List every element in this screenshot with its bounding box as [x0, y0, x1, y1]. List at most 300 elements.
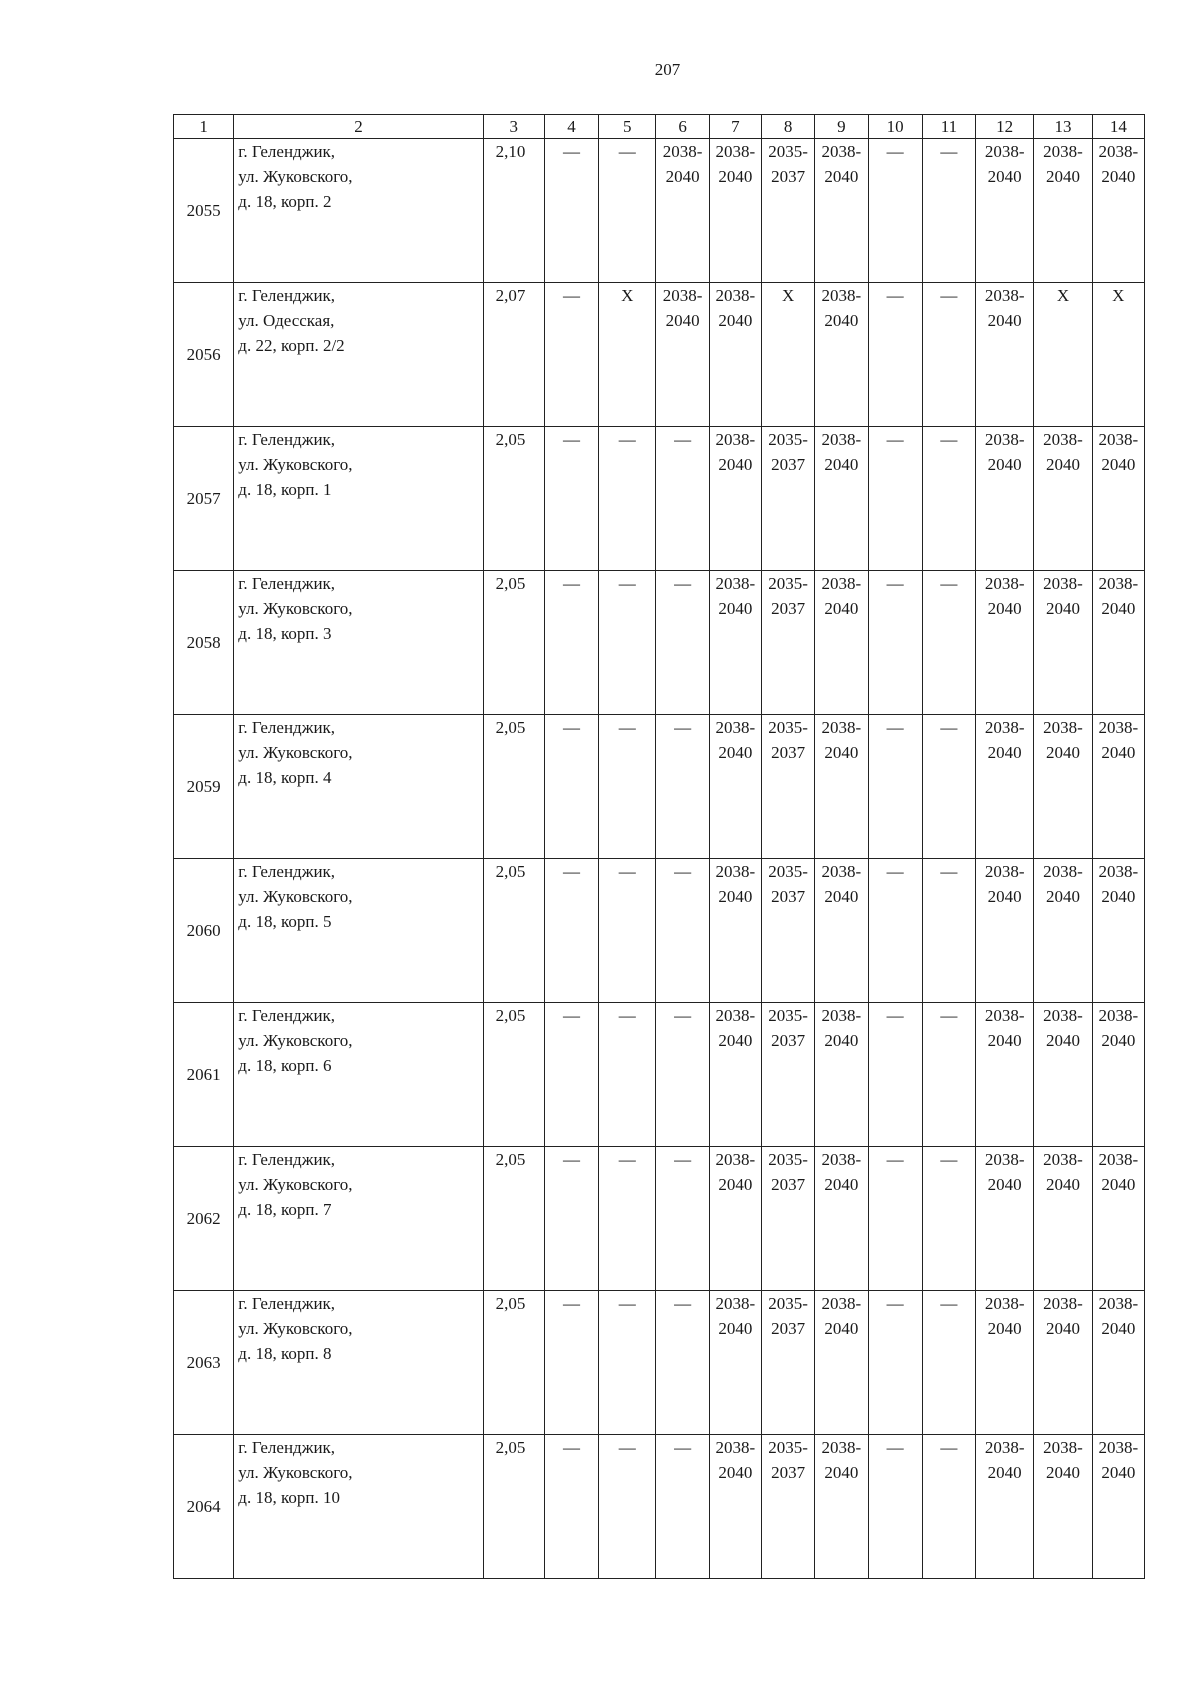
period-value: 2037: [771, 599, 806, 618]
period-value: 2038-: [1098, 1294, 1139, 1313]
period-cell: [922, 859, 975, 1003]
period-value: 2038-: [984, 574, 1025, 593]
period-value: 2038-: [1043, 862, 1083, 881]
dash-mark: —: [886, 1294, 904, 1313]
row-number-cell: [174, 283, 234, 427]
column-header: 7: [709, 115, 761, 139]
period-value: 2038-: [662, 286, 703, 305]
row-number-cell: [174, 1291, 234, 1435]
dash-mark: —: [618, 1438, 636, 1457]
dash-mark: —: [940, 1150, 958, 1169]
period-value: 2038-: [1098, 430, 1139, 449]
period-value: 2040: [987, 1463, 1022, 1482]
period-cell: [656, 1147, 709, 1291]
period-cell: [599, 571, 656, 715]
row-number-cell: [174, 1003, 234, 1147]
address-line: ул. Жуковского,: [238, 1175, 353, 1194]
period-cell: [922, 571, 975, 715]
period-value: 2038-: [984, 1294, 1025, 1313]
dash-mark: —: [886, 142, 904, 161]
period-cell: [761, 571, 814, 715]
dash-mark: —: [940, 142, 958, 161]
period-value: 2040: [665, 311, 700, 330]
period-value: 2038-: [1043, 718, 1083, 737]
dash-mark: —: [940, 1006, 958, 1025]
period-value: 2038-: [1043, 142, 1083, 161]
table-row: [174, 283, 1145, 427]
period-value: 2038-: [1098, 862, 1139, 881]
period-cell: [709, 427, 761, 571]
period-value: 2040: [1045, 1319, 1080, 1338]
period-value: 2038-: [984, 430, 1025, 449]
period-cell: [599, 1291, 656, 1435]
address-cell: [234, 1147, 483, 1291]
address-cell: [234, 283, 483, 427]
period-cell: [709, 859, 761, 1003]
period-value: 2040: [987, 1319, 1022, 1338]
period-cell: [761, 1291, 814, 1435]
dash-mark: —: [886, 430, 904, 449]
period-cell: [815, 859, 868, 1003]
period-cell: [1034, 1003, 1092, 1147]
period-cell: [544, 859, 598, 1003]
rate-cell: 2,05: [483, 427, 544, 571]
period-cell: [922, 1435, 975, 1579]
period-cell: [868, 1291, 922, 1435]
period-cell: [868, 715, 922, 859]
period-cell: [1092, 715, 1144, 859]
address-cell: [234, 139, 483, 283]
period-value: 2040: [718, 887, 753, 906]
dash-mark: —: [563, 1006, 581, 1025]
period-value: 2038-: [715, 862, 756, 881]
row-number: 2057: [186, 489, 221, 508]
dash-mark: —: [674, 862, 692, 881]
dash-mark: —: [563, 142, 581, 161]
period-value: 2038-: [984, 1006, 1025, 1025]
period-cell: [1092, 427, 1144, 571]
period-value: 2038-: [1043, 1150, 1083, 1169]
period-cell: [709, 283, 761, 427]
header-row: [174, 115, 1145, 139]
column-header: 9: [815, 115, 868, 139]
period-value: 2038-: [1098, 1438, 1139, 1457]
address-line: д. 18, корп. 8: [238, 1344, 332, 1363]
period-cell: [709, 139, 761, 283]
period-value: 2038-: [821, 1294, 862, 1313]
period-cell: [815, 1435, 868, 1579]
table-row: [174, 1147, 1145, 1291]
dash-mark: —: [940, 862, 958, 881]
period-value: 2040: [1101, 599, 1136, 618]
period-cell: [1092, 571, 1144, 715]
column-header: 11: [922, 115, 975, 139]
dash-mark: —: [886, 862, 904, 881]
address-cell: [234, 1291, 483, 1435]
address-line: г. Геленджик,: [238, 142, 336, 161]
period-value: 2038-: [821, 1150, 862, 1169]
dash-mark: —: [563, 1438, 581, 1457]
row-number-cell: [174, 139, 234, 283]
period-value: 2040: [1045, 1175, 1080, 1194]
table-row: [174, 1003, 1145, 1147]
period-cell: [868, 1435, 922, 1579]
period-cell: [922, 1147, 975, 1291]
period-value: 2038-: [984, 718, 1025, 737]
period-cell: [868, 139, 922, 283]
period-cell: [599, 1147, 656, 1291]
dash-mark: —: [886, 574, 904, 593]
period-value: 2035-: [768, 1294, 808, 1313]
period-cell: [761, 1435, 814, 1579]
dash-mark: —: [563, 1150, 581, 1169]
period-cell: [1092, 283, 1144, 427]
dash-mark: —: [940, 718, 958, 737]
dash-mark: —: [674, 430, 692, 449]
address-cell: [234, 571, 483, 715]
period-cell: [656, 1291, 709, 1435]
period-cell: [544, 715, 598, 859]
row-number: 2063: [186, 1353, 221, 1372]
period-value: 2035-: [768, 574, 808, 593]
row-number: 2058: [186, 633, 221, 652]
period-cell: [868, 1147, 922, 1291]
period-value: 2040: [718, 1175, 753, 1194]
period-cell: [868, 571, 922, 715]
period-cell: [922, 139, 975, 283]
dash-mark: —: [886, 1150, 904, 1169]
period-cell: [815, 1003, 868, 1147]
period-cell: [922, 715, 975, 859]
period-cell: [976, 1291, 1034, 1435]
address-line: ул. Жуковского,: [238, 167, 353, 186]
period-cell: [599, 427, 656, 571]
rate-cell: 2,05: [483, 715, 544, 859]
period-value: 2040: [987, 1175, 1022, 1194]
period-value: 2037: [771, 455, 806, 474]
period-cell: [709, 1291, 761, 1435]
period-cell: [599, 859, 656, 1003]
period-value: 2040: [824, 167, 859, 186]
period-value: 2040: [824, 311, 859, 330]
period-value: 2038-: [821, 718, 862, 737]
dash-mark: —: [618, 862, 636, 881]
period-value: 2040: [987, 455, 1022, 474]
period-value: 2038-: [984, 286, 1025, 305]
period-cell: [761, 427, 814, 571]
column-header: 10: [868, 115, 922, 139]
register-table: [173, 114, 1145, 1579]
period-value: 2038-: [984, 1438, 1025, 1457]
period-value: 2040: [824, 743, 859, 762]
period-cell: [656, 1435, 709, 1579]
page-number: 207: [654, 60, 681, 79]
period-cell: [544, 427, 598, 571]
period-value: Х: [621, 286, 634, 305]
dash-mark: —: [940, 286, 958, 305]
period-value: 2037: [771, 1319, 806, 1338]
dash-mark: —: [886, 718, 904, 737]
column-header: 1: [174, 115, 234, 139]
address-line: г. Геленджик,: [238, 1150, 336, 1169]
table-row: [174, 1291, 1145, 1435]
row-number: 2056: [186, 345, 221, 364]
column-header: 4: [544, 115, 598, 139]
rate-cell: 2,05: [483, 1435, 544, 1579]
period-cell: [922, 283, 975, 427]
period-value: 2035-: [768, 142, 808, 161]
period-cell: [656, 139, 709, 283]
period-cell: [976, 1003, 1034, 1147]
column-header: 2: [234, 115, 483, 139]
address-line: д. 18, корп. 3: [238, 624, 332, 643]
period-value: 2038-: [715, 430, 756, 449]
address-line: ул. Одесская,: [238, 311, 335, 330]
period-value: Х: [1056, 286, 1070, 305]
address-line: ул. Жуковского,: [238, 455, 353, 474]
address-line: ул. Жуковского,: [238, 887, 353, 906]
period-value: 2038-: [1043, 1006, 1083, 1025]
address-line: д. 18, корп. 2: [238, 192, 332, 211]
period-value: 2038-: [821, 286, 862, 305]
period-value: 2038-: [715, 1294, 756, 1313]
period-value: 2038-: [715, 142, 756, 161]
period-value: 2038-: [821, 1006, 862, 1025]
period-cell: [815, 283, 868, 427]
dash-mark: —: [563, 1294, 581, 1313]
period-cell: [1092, 859, 1144, 1003]
period-value: 2038-: [1098, 574, 1139, 593]
period-cell: [544, 1147, 598, 1291]
period-value: 2035-: [768, 1438, 808, 1457]
period-cell: [1034, 715, 1092, 859]
period-cell: [544, 571, 598, 715]
dash-mark: —: [674, 574, 692, 593]
period-value: 2040: [718, 1319, 753, 1338]
period-value: 2038-: [821, 1438, 862, 1457]
dash-mark: —: [563, 718, 581, 737]
column-header: 14: [1092, 115, 1144, 139]
address-line: г. Геленджик,: [238, 574, 336, 593]
rate-cell: 2,10: [483, 139, 544, 283]
period-value: 2038-: [1098, 142, 1139, 161]
period-value: 2040: [987, 599, 1022, 618]
dash-mark: —: [940, 1438, 958, 1457]
period-cell: [599, 283, 656, 427]
period-value: 2038-: [662, 142, 703, 161]
period-cell: [709, 715, 761, 859]
period-value: 2040: [1045, 1031, 1080, 1050]
period-cell: [815, 139, 868, 283]
row-number-cell: [174, 1435, 234, 1579]
period-cell: [761, 715, 814, 859]
period-value: 2040: [1045, 167, 1080, 186]
period-value: 2040: [824, 887, 859, 906]
period-value: 2037: [771, 1031, 806, 1050]
column-header: 13: [1034, 115, 1092, 139]
address-cell: [234, 1435, 483, 1579]
row-number: 2055: [186, 201, 221, 220]
period-cell: [922, 1291, 975, 1435]
rate-cell: 2,05: [483, 1291, 544, 1435]
period-value: 2040: [718, 599, 753, 618]
period-cell: [599, 1003, 656, 1147]
column-header: 5: [599, 115, 656, 139]
period-value: 2038-: [1098, 718, 1139, 737]
period-value: 2040: [718, 1031, 753, 1050]
period-value: 2038-: [715, 1438, 756, 1457]
address-line: ул. Жуковского,: [238, 743, 353, 762]
period-cell: [656, 1003, 709, 1147]
period-value: 2040: [824, 455, 859, 474]
period-value: 2040: [1045, 743, 1080, 762]
table-body: [174, 115, 1145, 1579]
table-row: [174, 427, 1145, 571]
period-value: 2040: [1045, 887, 1080, 906]
address-line: г. Геленджик,: [238, 1438, 336, 1457]
period-value: 2038-: [821, 862, 862, 881]
period-cell: [976, 715, 1034, 859]
address-line: г. Геленджик,: [238, 862, 336, 881]
dash-mark: —: [563, 430, 581, 449]
period-value: 2037: [771, 887, 806, 906]
period-cell: [976, 1147, 1034, 1291]
period-cell: [868, 859, 922, 1003]
period-value: 2040: [987, 1031, 1022, 1050]
period-value: 2035-: [768, 430, 808, 449]
period-value: 2040: [718, 455, 753, 474]
period-value: 2038-: [821, 430, 862, 449]
period-cell: [922, 427, 975, 571]
address-cell: [234, 859, 483, 1003]
period-cell: [709, 571, 761, 715]
column-header: 3: [483, 115, 544, 139]
period-value: 2038-: [715, 574, 756, 593]
address-line: ул. Жуковского,: [238, 1319, 353, 1338]
rate-cell: 2,05: [483, 1003, 544, 1147]
period-value: 2040: [987, 887, 1022, 906]
period-value: 2040: [1101, 887, 1136, 906]
period-cell: [761, 859, 814, 1003]
row-number-cell: [174, 715, 234, 859]
period-cell: [976, 283, 1034, 427]
period-cell: [656, 715, 709, 859]
period-cell: [1092, 139, 1144, 283]
address-line: д. 18, корп. 5: [238, 912, 332, 931]
address-cell: [234, 427, 483, 571]
period-cell: [599, 139, 656, 283]
period-cell: [1034, 1291, 1092, 1435]
period-cell: [544, 1291, 598, 1435]
period-cell: [815, 571, 868, 715]
period-value: 2040: [718, 167, 753, 186]
period-value: 2040: [718, 743, 753, 762]
period-value: 2040: [1045, 1463, 1080, 1482]
period-cell: [709, 1435, 761, 1579]
period-value: 2037: [771, 1175, 806, 1194]
period-cell: [1034, 859, 1092, 1003]
address-cell: [234, 1003, 483, 1147]
period-value: 2040: [987, 167, 1022, 186]
address-line: г. Геленджик,: [238, 286, 336, 305]
period-value: 2040: [987, 311, 1022, 330]
period-value: 2040: [1101, 1319, 1136, 1338]
period-value: 2038-: [715, 1150, 756, 1169]
period-value: 2038-: [821, 142, 862, 161]
period-cell: [761, 1147, 814, 1291]
period-cell: [1092, 1003, 1144, 1147]
period-value: 2040: [1045, 599, 1080, 618]
period-value: 2038-: [1098, 1006, 1139, 1025]
period-value: 2038-: [1043, 1438, 1083, 1457]
dash-mark: —: [886, 286, 904, 305]
period-value: 2038-: [984, 862, 1025, 881]
address-line: ул. Жуковского,: [238, 599, 353, 618]
period-value: 2038-: [1098, 1150, 1139, 1169]
period-cell: [815, 715, 868, 859]
dash-mark: —: [886, 1006, 904, 1025]
period-value: 2035-: [768, 1006, 808, 1025]
row-number: 2060: [186, 921, 221, 940]
address-line: д. 18, корп. 6: [238, 1056, 332, 1075]
period-cell: [1034, 1147, 1092, 1291]
table-row: [174, 1435, 1145, 1579]
dash-mark: —: [563, 574, 581, 593]
dash-mark: —: [886, 1438, 904, 1457]
dash-mark: —: [618, 430, 636, 449]
period-value: 2038-: [1043, 430, 1083, 449]
dash-mark: —: [674, 718, 692, 737]
period-value: 2040: [1101, 1031, 1136, 1050]
period-cell: [544, 1435, 598, 1579]
period-cell: [544, 139, 598, 283]
period-cell: [1034, 283, 1092, 427]
period-value: 2040: [665, 167, 700, 186]
period-value: 2035-: [768, 862, 808, 881]
period-cell: [761, 139, 814, 283]
period-cell: [656, 283, 709, 427]
dash-mark: —: [618, 142, 636, 161]
period-value: 2040: [1101, 455, 1136, 474]
period-value: 2037: [771, 743, 806, 762]
dash-mark: —: [563, 862, 581, 881]
period-value: 2040: [824, 599, 859, 618]
period-value: Х: [1112, 286, 1125, 305]
dash-mark: —: [674, 1294, 692, 1313]
column-header: 6: [656, 115, 709, 139]
period-cell: [1034, 571, 1092, 715]
dash-mark: —: [618, 1294, 636, 1313]
rate-cell: 2,05: [483, 571, 544, 715]
address-line: д. 18, корп. 1: [238, 480, 332, 499]
period-cell: [656, 859, 709, 1003]
dash-mark: —: [618, 574, 636, 593]
dash-mark: —: [563, 286, 581, 305]
period-cell: [709, 1147, 761, 1291]
dash-mark: —: [618, 1006, 636, 1025]
table-row: [174, 859, 1145, 1003]
column-header: 8: [761, 115, 814, 139]
dash-mark: —: [618, 718, 636, 737]
period-value: 2038-: [1043, 1294, 1083, 1313]
address-line: д. 18, корп. 4: [238, 768, 332, 787]
period-cell: [815, 1147, 868, 1291]
address-line: г. Геленджик,: [238, 430, 336, 449]
row-number-cell: [174, 571, 234, 715]
period-value: 2038-: [715, 1006, 756, 1025]
period-value: 2040: [1045, 455, 1080, 474]
table-row: [174, 139, 1145, 283]
